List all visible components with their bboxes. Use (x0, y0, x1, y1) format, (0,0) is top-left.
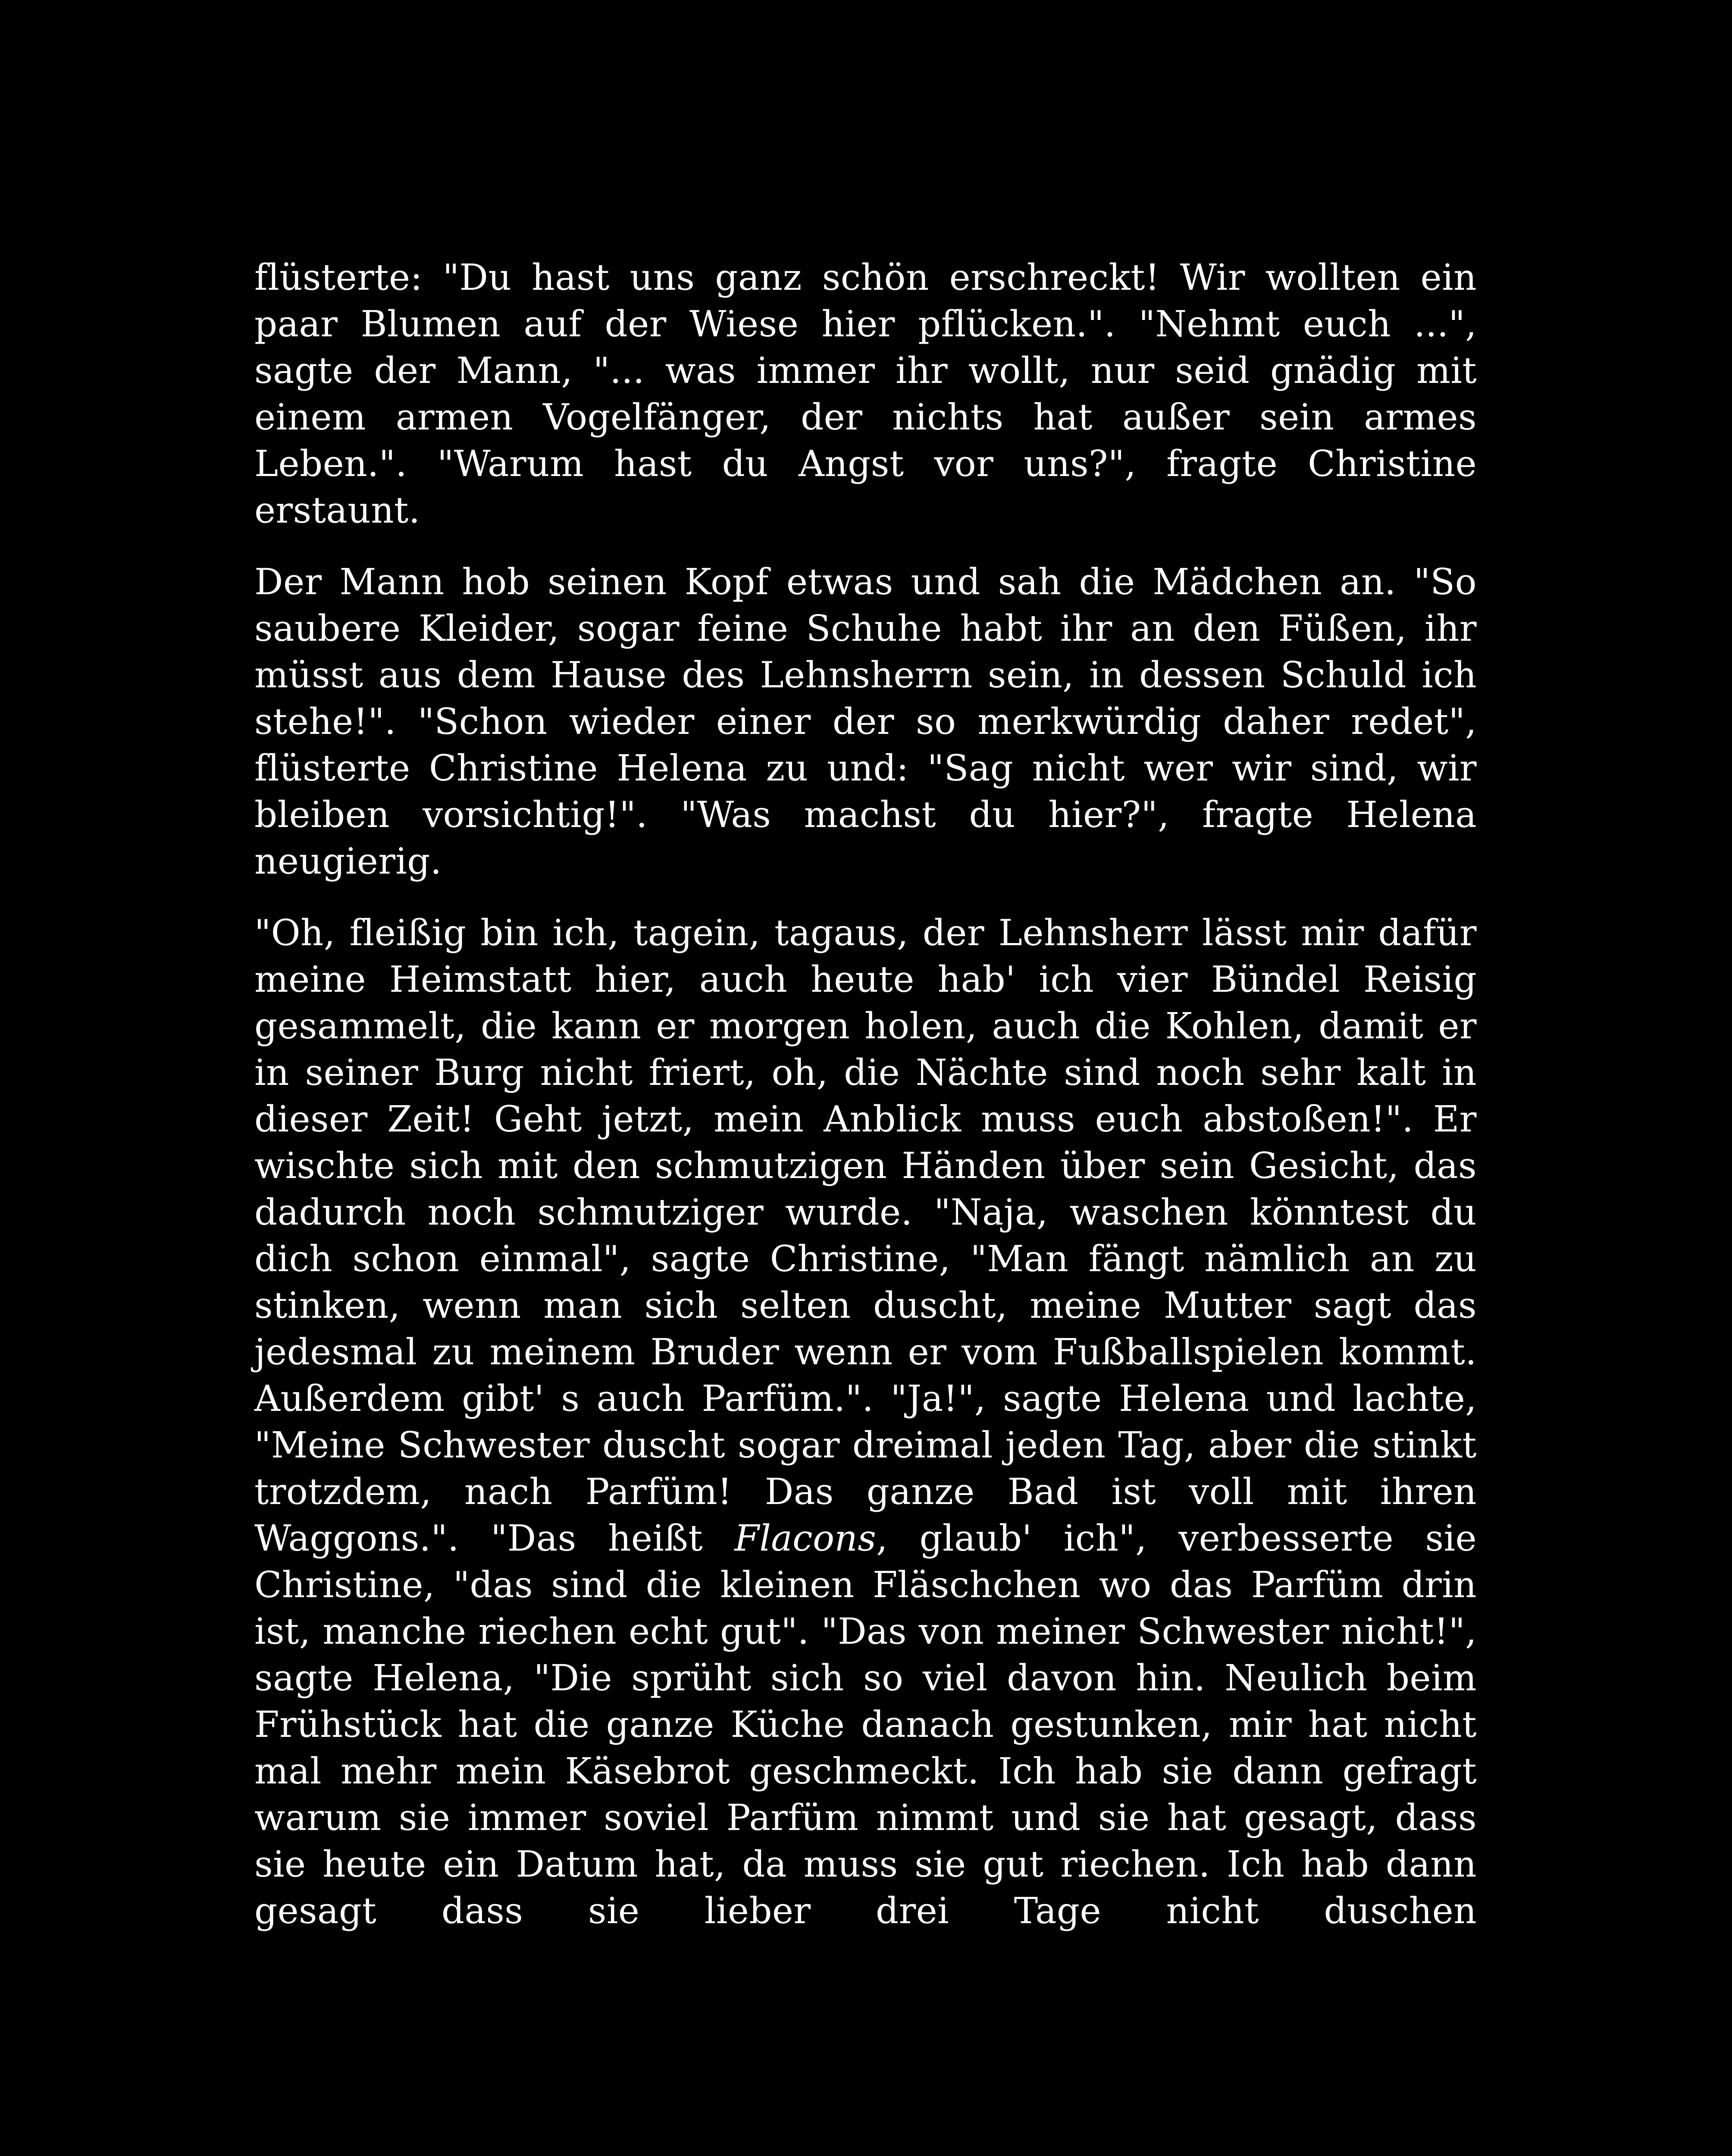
body-text (254, 254, 1477, 1934)
paragraph-3-text-start: "Oh, fleißig bin ich, tagein, tagaus, der Lehnsherr lässt mir dafür meine Heimstatt hier, auch heute hab' ich vier Bündel Reisig gesammelt, die kann er morgen holen, auch die Kohlen, damit er in seiner Burg nicht friert, oh, die Nächte sind noch sehr kalt in dieser Zeit! Geht jetzt, mein Anblick muss euch abstoßen!". Er wischte sich mit den schmutzigen Händen über sein Gesicht, das dadurch noch schmutziger wurde. "Naja, waschen könntest du dich schon einmal", sagte Christine, "Man fängt nämlich an zu stinken, wenn man sich selten duscht, meine Mutter sagt das jedesmal zu meinem Bruder wenn er vom Fußballspielen kommt. Außerdem gibt' s auch Parfüm.". "Ja!", sagte Helena und lachte, "Meine Schwester duscht sogar dreimal jeden Tag, aber die stinkt trotzdem, nach Parfüm! Das ganze Bad ist voll mit ihren Waggons.". "Das heißt (254, 912, 1477, 1559)
paragraph-3-text-end: , glaub' ich", verbesserte sie Christine, "das sind die kleinen Fläschchen wo das Parfüm drin ist, manche riechen echt gut". "Das von meiner Schwester nicht!", sagte Helena, "Die sprüht sich so viel davon hin. Neulich beim Frühstück hat die ganze Küche danach gestunken, mir hat nicht mal mehr mein Käsebrot geschmeckt. Ich hab sie dann gefragt warum sie immer soviel Parfüm nimmt und sie hat gesagt, dass sie heute ein Datum hat, da muss sie gut riechen. Ich hab dann gesagt dass sie lieber drei Tage nicht duschen (254, 1517, 1477, 1932)
italic-word-flacons: Flacons (734, 1517, 877, 1559)
paragraph-3 (254, 910, 1477, 1934)
paragraph-1: flüsterte: "Du hast uns ganz schön erschreckt! Wir wollten ein paar Blumen auf der Wiese hier pflücken.". "Nehmt euch ...", sagte der Mann, "... was immer ihr wollt, nur seid gnädig mit einem armen Vogelfänger, der nichts hat außer sein armes Leben.". "Warum hast du Angst vor uns?", fragte Christine erstaunt. (254, 257, 1477, 531)
paragraph-2: Der Mann hob seinen Kopf etwas und sah die Mädchen an. "So saubere Kleider, sogar feine Schuhe habt ihr an den Füßen, ihr müsst aus dem Hause des Lehnsherrn sein, in dessen Schuld ich stehe!". "Schon wieder einer der so merkwürdig daher redet", flüsterte Christine Helena zu und: "Sag nicht wer wir sind, wir bleiben vorsichtig!". "Was machst du hier?", fragte Helena neugierig. (254, 561, 1477, 882)
